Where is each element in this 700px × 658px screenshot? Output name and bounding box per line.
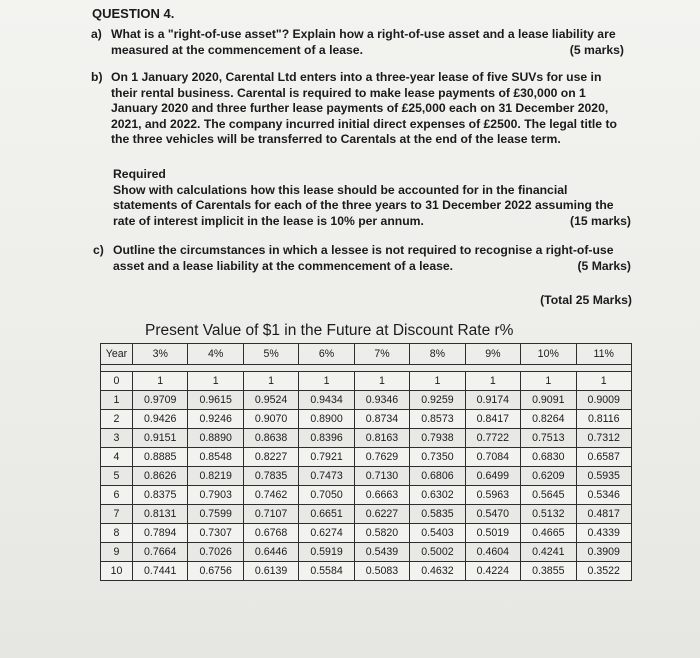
pv-factor-cell: 1: [243, 372, 298, 391]
pv-factor-cell: 0.9091: [521, 391, 576, 410]
pv-factor-cell: 0.8219: [188, 467, 243, 486]
table-row: [101, 429, 632, 448]
pv-factor-cell: 0.8626: [133, 467, 188, 486]
pv-factor-cell: 0.8396: [299, 429, 354, 448]
header-rate: 6%: [299, 344, 354, 365]
part-b: [91, 70, 630, 148]
pv-factor-cell: 0.7903: [188, 486, 243, 505]
table-row: [101, 467, 632, 486]
header-rate: 9%: [465, 344, 520, 365]
pv-factor-cell: 0.9426: [133, 410, 188, 429]
pv-factor-cell: 0.6806: [410, 467, 465, 486]
pv-factor-cell: 0.5132: [521, 505, 576, 524]
pv-factor-cell: 0.7894: [133, 524, 188, 543]
pv-factor-cell: 0.6587: [576, 448, 632, 467]
year-cell: 7: [101, 505, 133, 524]
pv-factor-cell: 0.7629: [354, 448, 409, 467]
table-body: [101, 372, 632, 581]
header-rate: 3%: [133, 344, 188, 365]
pv-factor-cell: 0.5919: [299, 543, 354, 562]
pv-factor-cell: 0.8264: [521, 410, 576, 429]
pv-factor-cell: 0.7084: [465, 448, 520, 467]
pv-factor-cell: 0.6227: [354, 505, 409, 524]
pv-factor-cell: 0.7722: [465, 429, 520, 448]
pv-factor-cell: 0.7835: [243, 467, 298, 486]
part-c-text: Outline the circumstances in which a lessee is not required to recognise a right-of-use asset and a lease liability at the commencement of a lease.: [113, 243, 614, 273]
header-rate: 10%: [521, 344, 576, 365]
table-row: [101, 543, 632, 562]
pv-factor-cell: 0.8131: [133, 505, 188, 524]
pv-factor-cell: 0.7350: [410, 448, 465, 467]
table-row: [101, 448, 632, 467]
part-b-label: b): [91, 70, 103, 84]
question-heading: QUESTION 4.: [92, 6, 175, 21]
pv-factor-cell: 0.3909: [576, 543, 632, 562]
table-row: [101, 562, 632, 581]
pv-factor-cell: 0.9615: [188, 391, 243, 410]
pv-factor-cell: 0.7921: [299, 448, 354, 467]
pv-factor-cell: 0.6651: [299, 505, 354, 524]
pv-factor-cell: 0.8885: [133, 448, 188, 467]
pv-factor-cell: 0.7312: [576, 429, 632, 448]
header-rate: 5%: [243, 344, 298, 365]
part-b-text: On 1 January 2020, Carental Ltd enters into a three-year lease of five SUVs for use in their rental business. Carental is required to make lease payments of £30,000 on 1 January 2020 and three further lease payments of £25,000 each on 31 December 2020, 2021, and 2022. The company incurred initial direct expenses of £2500. The legal title to the three vehicles will be transferred to Carentals at the end of the lease term.: [111, 70, 617, 146]
pv-factor-cell: 1: [465, 372, 520, 391]
pv-factor-cell: 0.6663: [354, 486, 409, 505]
pv-factor-cell: 0.5439: [354, 543, 409, 562]
table-header-row: [101, 344, 632, 365]
year-cell: 3: [101, 429, 133, 448]
pv-factor-cell: 0.6139: [243, 562, 298, 581]
year-cell: 6: [101, 486, 133, 505]
pv-factor-cell: 0.8638: [243, 429, 298, 448]
pv-factor-cell: 0.8417: [465, 410, 520, 429]
pv-factor-cell: 0.9709: [133, 391, 188, 410]
pv-factor-cell: 0.7938: [410, 429, 465, 448]
pv-factor-cell: 0.6756: [188, 562, 243, 581]
year-cell: 5: [101, 467, 133, 486]
pv-factor-cell: 0.7050: [299, 486, 354, 505]
part-b-marks: (15 marks): [570, 213, 631, 228]
pv-factor-cell: 0.5584: [299, 562, 354, 581]
pv-factor-cell: 0.7599: [188, 505, 243, 524]
header-rate: 7%: [354, 344, 409, 365]
pv-factor-cell: 0.9151: [133, 429, 188, 448]
part-b-required: [113, 167, 631, 229]
pv-factor-cell: 0.8375: [133, 486, 188, 505]
pv-factor-cell: 0.6209: [521, 467, 576, 486]
pv-factor-cell: 0.7107: [243, 505, 298, 524]
part-c-marks: (5 Marks): [577, 258, 631, 273]
required-title: Required: [113, 167, 166, 181]
year-cell: 1: [101, 391, 133, 410]
pv-factor-cell: 1: [521, 372, 576, 391]
pv-factor-cell: 1: [188, 372, 243, 391]
pv-factor-cell: 0.4817: [576, 505, 632, 524]
table-row: [101, 486, 632, 505]
pv-factor-cell: 1: [354, 372, 409, 391]
spacer-cell: [101, 365, 632, 372]
pv-factor-cell: 0.8163: [354, 429, 409, 448]
table-row: [101, 410, 632, 429]
pv-factor-cell: 0.5645: [521, 486, 576, 505]
part-a-label: a): [91, 27, 102, 41]
pv-factor-cell: 0.8890: [188, 429, 243, 448]
year-cell: 4: [101, 448, 133, 467]
part-a-marks: (5 marks): [569, 42, 624, 57]
pv-factor-cell: 0.5963: [465, 486, 520, 505]
pv-factor-cell: 0.7513: [521, 429, 576, 448]
pv-factor-cell: 1: [576, 372, 632, 391]
pv-factor-cell: 0.6446: [243, 543, 298, 562]
pv-factor-cell: 0.4604: [465, 543, 520, 562]
required-text: Show with calculations how this lease should be accounted for in the financial statements of Carentals for each of the three years to 31 December 2022 assuming the rate of interest implicit in the lease is 10% per annum.: [113, 182, 614, 228]
pv-factor-cell: 0.7473: [299, 467, 354, 486]
pv-factor-cell: 1: [410, 372, 465, 391]
pv-factor-cell: 0.8734: [354, 410, 409, 429]
table-title: Present Value of $1 in the Future at Discount Rate r%: [145, 322, 514, 339]
pv-factor-cell: 1: [133, 372, 188, 391]
pv-factor-cell: 0.9434: [299, 391, 354, 410]
pv-factor-cell: 0.7026: [188, 543, 243, 562]
header-rate: 11%: [576, 344, 632, 365]
year-cell: 2: [101, 410, 133, 429]
table-row: [101, 524, 632, 543]
pv-factor-cell: 0.8573: [410, 410, 465, 429]
pv-factor-cell: 0.9246: [188, 410, 243, 429]
pv-factor-cell: 0.6499: [465, 467, 520, 486]
pv-factor-cell: 0.3855: [521, 562, 576, 581]
pv-factor-cell: 0.7462: [243, 486, 298, 505]
pv-factor-cell: 0.9070: [243, 410, 298, 429]
year-cell: 10: [101, 562, 133, 581]
pv-factor-cell: 0.6274: [299, 524, 354, 543]
pv-factor-cell: 0.9174: [465, 391, 520, 410]
pv-factor-cell: 0.4632: [410, 562, 465, 581]
pv-factor-cell: 0.9524: [243, 391, 298, 410]
pv-factor-cell: 0.4224: [465, 562, 520, 581]
pv-factor-cell: 0.5002: [410, 543, 465, 562]
pv-factor-cell: 0.5470: [465, 505, 520, 524]
table-row: [101, 372, 632, 391]
pv-factor-cell: 0.9009: [576, 391, 632, 410]
table-spacer-row: [101, 365, 632, 372]
pv-factor-cell: 0.8900: [299, 410, 354, 429]
header-year: Year: [101, 344, 133, 365]
year-cell: 8: [101, 524, 133, 543]
pv-factor-cell: 0.5935: [576, 467, 632, 486]
pv-factor-cell: 0.5403: [410, 524, 465, 543]
year-cell: 9: [101, 543, 133, 562]
pv-factor-cell: 0.7664: [133, 543, 188, 562]
pv-factor-cell: 0.6302: [410, 486, 465, 505]
pv-factor-cell: 0.7441: [133, 562, 188, 581]
pv-factor-cell: 0.6768: [243, 524, 298, 543]
pv-factor-cell: 0.8548: [188, 448, 243, 467]
pv-factor-cell: 0.5346: [576, 486, 632, 505]
pv-factor-cell: 0.7307: [188, 524, 243, 543]
year-cell: 0: [101, 372, 133, 391]
pv-factor-cell: 0.7130: [354, 467, 409, 486]
pv-factor-cell: 0.4241: [521, 543, 576, 562]
pv-factor-cell: 0.5083: [354, 562, 409, 581]
part-c: [93, 243, 631, 274]
pv-factor-cell: 0.5019: [465, 524, 520, 543]
header-rate: 8%: [410, 344, 465, 365]
pv-factor-cell: 0.8116: [576, 410, 632, 429]
pv-factor-cell: 0.3522: [576, 562, 632, 581]
pv-factor-cell: 0.5820: [354, 524, 409, 543]
part-a-text: What is a "right-of-use asset"? Explain how a right-of-use asset and a lease liability are measured at the commencement of a lease.: [111, 27, 616, 57]
header-rate: 4%: [188, 344, 243, 365]
pv-factor-cell: 0.6830: [521, 448, 576, 467]
part-a: [91, 27, 624, 58]
table-row: [101, 505, 632, 524]
total-marks: (Total 25 Marks): [540, 293, 632, 307]
pv-factor-cell: 0.9259: [410, 391, 465, 410]
pv-factor-cell: 0.4665: [521, 524, 576, 543]
table-row: [101, 391, 632, 410]
pv-factor-cell: 1: [299, 372, 354, 391]
part-c-label: c): [93, 243, 104, 257]
pv-factor-cell: 0.4339: [576, 524, 632, 543]
pv-factor-cell: 0.8227: [243, 448, 298, 467]
present-value-table: [100, 343, 632, 581]
pv-factor-cell: 0.9346: [354, 391, 409, 410]
pv-factor-cell: 0.5835: [410, 505, 465, 524]
